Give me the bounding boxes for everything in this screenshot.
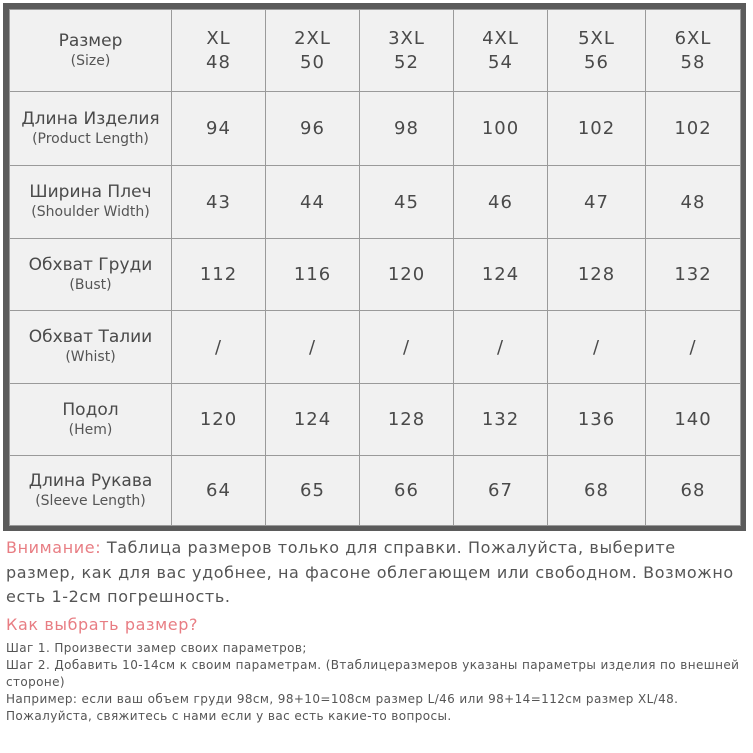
- value-cell: /: [548, 311, 646, 384]
- size-number: 58: [680, 51, 706, 73]
- size-header-cell: [360, 10, 454, 92]
- value-cell: 45: [360, 166, 454, 239]
- value-cell: 102: [646, 92, 741, 166]
- contact-text: Пожалуйста, свяжитесь с нами если у вас есть какие-то вопросы.: [6, 708, 452, 723]
- value-cell: 124: [454, 239, 548, 311]
- value-cell: 100: [454, 92, 548, 166]
- value-cell: 46: [454, 166, 548, 239]
- table-row: [10, 456, 741, 526]
- table-row: [10, 92, 741, 166]
- table-row: [10, 239, 741, 311]
- value-cell: /: [646, 311, 741, 384]
- size-header-cell: [548, 10, 646, 92]
- value-cell: 124: [266, 384, 360, 456]
- value-cell: /: [172, 311, 266, 384]
- step-2-text: Шаг 2. Добавить 10-14см к своим параметрам. (Втаблицеразмеров указаны параметры изделия по внешней стороне): [6, 657, 740, 689]
- row-label-en: (Sleeve Length): [35, 492, 146, 509]
- table-row: [10, 384, 741, 456]
- value-cell: 128: [360, 384, 454, 456]
- value-cell: 120: [360, 239, 454, 311]
- how-to-choose-title: Как выбрать размер?: [6, 614, 199, 634]
- size-code: 3XL: [388, 27, 425, 49]
- value-cell: 65: [266, 456, 360, 526]
- header-label-cell: [10, 10, 172, 92]
- row-label-cell: [10, 166, 172, 239]
- value-cell: 116: [266, 239, 360, 311]
- row-label-cell: [10, 456, 172, 526]
- row-label-ru: Ширина Плеч: [29, 182, 152, 202]
- row-label-en: (Bust): [69, 276, 112, 293]
- value-cell: /: [360, 311, 454, 384]
- value-cell: 98: [360, 92, 454, 166]
- size-code: 2XL: [294, 27, 331, 49]
- size-chart-frame: [3, 3, 746, 531]
- value-cell: 132: [454, 384, 548, 456]
- size-code: 4XL: [482, 27, 519, 49]
- header-label-ru: Размер: [58, 30, 123, 51]
- size-number: 48: [206, 51, 231, 73]
- table-row: [10, 166, 741, 239]
- value-cell: /: [454, 311, 548, 384]
- value-cell: 66: [360, 456, 454, 526]
- row-label-cell: [10, 384, 172, 456]
- row-label-en: (Whist): [65, 349, 116, 365]
- row-label-cell: [10, 92, 172, 166]
- value-cell: 44: [266, 166, 360, 239]
- value-cell: 64: [172, 456, 266, 526]
- value-cell: /: [266, 311, 360, 384]
- value-cell: 120: [172, 384, 266, 456]
- value-cell: 132: [646, 239, 741, 311]
- size-header-cell: [646, 10, 741, 92]
- step-1-text: Шаг 1. Произвести замер своих параметров;: [6, 640, 307, 655]
- size-code: 5XL: [578, 27, 615, 49]
- row-label-en: (Product Length): [32, 130, 149, 147]
- size-header-cell: [454, 10, 548, 92]
- row-label-en: (Hem): [68, 421, 113, 438]
- value-cell: 48: [646, 166, 741, 239]
- warning-text: Таблица размеров только для справки. Пожалуйста, выберите размер, как для вас удобнее, на фасоне облегающем или свободном. Возможно есть 1-2см погрешность.: [6, 538, 734, 606]
- row-label-ru: Обхват Груди: [28, 254, 153, 275]
- value-cell: 102: [548, 92, 646, 166]
- value-cell: 128: [548, 239, 646, 311]
- size-chart-table: [9, 9, 741, 526]
- value-cell: 68: [548, 456, 646, 526]
- size-number: 54: [488, 51, 513, 73]
- size-header-cell: [172, 10, 266, 92]
- value-cell: 136: [548, 384, 646, 456]
- value-cell: 96: [266, 92, 360, 166]
- row-label-ru: Обхват Талии: [28, 327, 153, 347]
- row-label-cell: [10, 311, 172, 384]
- row-label-ru: Длина Изделия: [21, 108, 160, 129]
- row-label-ru: Длина Рукава: [28, 470, 153, 491]
- warning-label: Внимание:: [6, 538, 102, 557]
- value-cell: 67: [454, 456, 548, 526]
- size-number: 56: [584, 51, 609, 73]
- size-code: 6XL: [674, 27, 712, 49]
- notes-section: [6, 536, 748, 725]
- row-label-en: (Shoulder Width): [31, 204, 150, 220]
- warning-paragraph: [6, 536, 748, 610]
- example-text: Например: если ваш объем груди 98см, 98+10=108см размер L/46 или 98+14=112см размер XL/48.: [6, 691, 679, 706]
- value-cell: 140: [646, 384, 741, 456]
- row-label-cell: [10, 239, 172, 311]
- size-number: 50: [300, 51, 325, 73]
- size-number: 52: [394, 51, 419, 73]
- value-cell: 43: [172, 166, 266, 239]
- size-code: XL: [206, 27, 231, 49]
- header-row: [10, 10, 741, 92]
- value-cell: 94: [172, 92, 266, 166]
- row-label-ru: Подол: [62, 399, 119, 420]
- value-cell: 47: [548, 166, 646, 239]
- value-cell: 112: [172, 239, 266, 311]
- size-header-cell: [266, 10, 360, 92]
- header-label-en: (Size): [70, 52, 111, 69]
- value-cell: 68: [646, 456, 741, 526]
- table-row: [10, 311, 741, 384]
